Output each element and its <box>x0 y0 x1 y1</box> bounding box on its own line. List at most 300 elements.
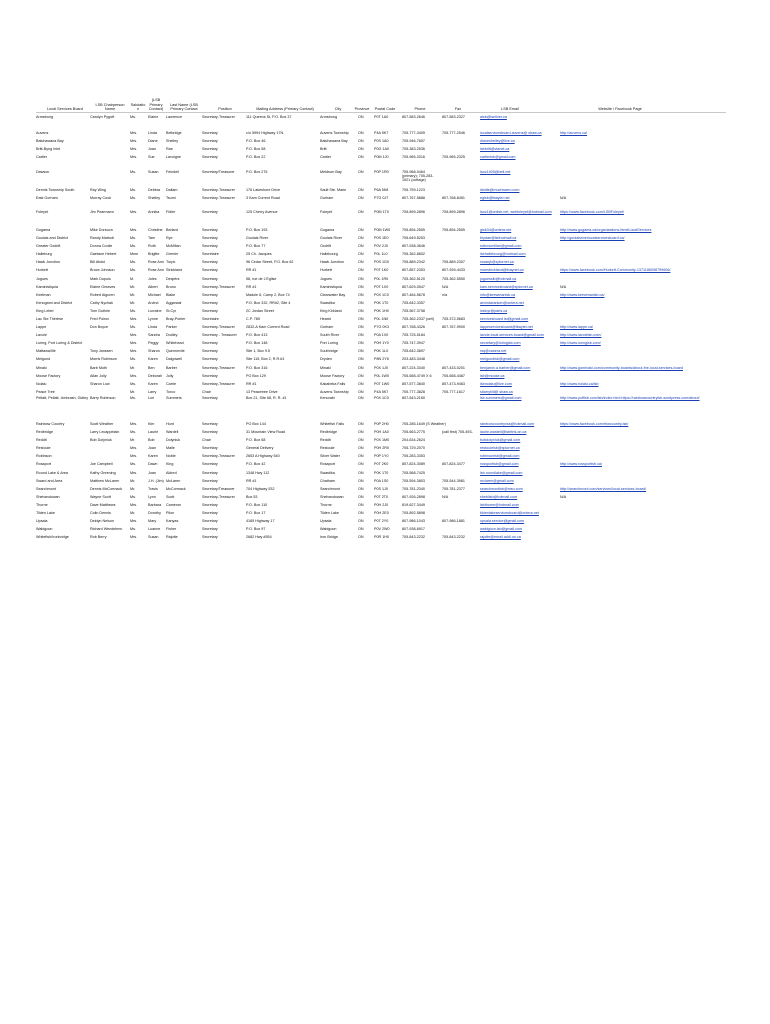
salutation-cell: Ms. <box>130 236 136 241</box>
board-cell: Upsala <box>36 519 48 524</box>
email-cell[interactable]: shebllsb@hotmail.com <box>480 494 518 499</box>
chair-cell: Kathy Greening <box>90 470 116 475</box>
salutation-cell: Mrs. <box>130 446 138 451</box>
city-cell: Goulais River <box>320 236 343 241</box>
firstname-cell: Susan <box>148 169 159 174</box>
province-cell: ON <box>358 284 364 289</box>
board-cell: Lavoie <box>36 333 47 338</box>
city-cell: Gogama <box>320 227 335 232</box>
province-cell: ON <box>358 395 364 400</box>
fax-cell: 705-899-2896 <box>442 209 465 214</box>
fax-cell: (call first) 705-493- <box>442 430 473 435</box>
position-cell: Secretary-Treasurer <box>202 381 235 386</box>
address-cell: General Delivery <box>246 446 274 451</box>
postal-cell: P0A 1S0 <box>374 478 389 483</box>
firstname-cell: Bob <box>148 438 155 443</box>
phone-cell: 705-568-7425 <box>402 470 425 475</box>
postal-cell: P0L 1R0 <box>374 276 389 281</box>
postal-cell: P7G 0K3 <box>374 325 389 330</box>
position-cell: Secretary <box>202 244 218 249</box>
chair-cell: Donna Coulie <box>90 244 113 249</box>
firstname-cell: Sandra <box>148 333 160 338</box>
firstname-cell: Susan <box>148 535 159 540</box>
board-cell: Wabigoon <box>36 527 53 532</box>
table-row <box>36 275 726 283</box>
email-cell[interactable]: info@keewmanlsb.ca <box>480 292 516 297</box>
position-cell: Secretary <box>202 292 218 297</box>
email-cell[interactable]: lavoie.local.services.board@gmail.com <box>480 333 544 338</box>
firstname-cell: Mary <box>148 519 157 524</box>
email-cell[interactable]: lsb@moose.ca <box>480 373 505 378</box>
phone-cell: 705-383-2536 <box>402 147 425 152</box>
position-cell: Chair <box>202 389 211 394</box>
phone-cell: 807-224-3340 <box>402 365 425 370</box>
salutation-cell: Mr. <box>130 300 136 305</box>
website-cell[interactable]: http://www.gogama.ca/organizations.htm#LocalServices <box>560 227 652 232</box>
table-row <box>36 170 726 186</box>
board-cell: Nolalu <box>36 381 47 386</box>
phone-cell: 807-767-5888 <box>402 195 425 200</box>
email-cell[interactable]: rosestrickland@tbaynet.ca <box>480 268 524 273</box>
website-cell[interactable]: http://www.lavoielsb.com/ <box>560 333 602 338</box>
phone-cell: 705-889-2342 <box>402 260 425 265</box>
lastname-cell: Wardell <box>166 430 179 435</box>
chair-cell: Deidyn Nelson <box>90 519 114 524</box>
firstname-cell: Rose Ann <box>148 260 164 265</box>
postal-cell: P0L 1N0 <box>374 316 389 321</box>
lastname-cell: King <box>166 462 174 467</box>
salutation-cell: Mrs. <box>130 502 138 507</box>
salutation-cell: Mrs. <box>130 470 138 475</box>
website-cell[interactable]: http://www.pufflsb.com/lsb/index.html https://rainbowcountrylsb.wordpress.com/about/ <box>560 395 700 400</box>
email-cell[interactable]: tlrydae@lsbhotmail.ca <box>480 236 517 241</box>
salutation-cell: Mrs. <box>130 333 138 338</box>
city-cell: King Kirkland <box>320 308 342 313</box>
website-cell[interactable]: https://www.facebook.com/rbwcountry.lsb/ <box>560 422 629 426</box>
email-cell[interactable]: secretary@loringlsb.com <box>480 341 521 346</box>
email-cell[interactable]: lsbhallebourg@hotmail.com <box>480 252 526 257</box>
city-cell: Sault Ste. Marie <box>320 187 347 192</box>
email-cell[interactable]: alsb@lsellner.ca <box>480 115 507 119</box>
table-row <box>36 396 726 412</box>
email-cell[interactable]: dianeshelley@live.ca <box>480 139 515 144</box>
lastname-cell: Blake <box>166 292 176 297</box>
phone-cell: 705-285-1649 (S Weather) <box>402 422 446 426</box>
postal-cell: P0A 1X0 <box>374 333 389 338</box>
row-spacer <box>36 202 726 210</box>
chair-cell: Barry Robinson <box>90 395 116 400</box>
address-cell: 25 Ch. Jacques <box>246 252 272 257</box>
lastname-cell: Kanyas <box>166 519 179 524</box>
firstname-cell: Ruth <box>148 244 156 249</box>
email-cell[interactable]: lsoc1405@bell.net <box>480 169 511 174</box>
website-cell[interactable]: http://www.nolalu.ca/lsb <box>560 381 599 386</box>
salutation-cell: Mr. <box>130 292 136 297</box>
email-cell[interactable]: kam.servicesboard@xplornet.ca <box>480 284 533 289</box>
position-cell: Secretary-Treasurer <box>202 195 235 200</box>
city-cell: Swastika <box>320 470 335 475</box>
fax-cell: 807-939-4433 <box>442 268 465 273</box>
email-cell[interactable]: lsbbritt@vianet.ca <box>480 147 510 152</box>
table-row <box>36 477 726 485</box>
chair-cell: Carolyn Pygott <box>90 115 115 119</box>
phone-cell: 807-464-5678 <box>402 292 425 297</box>
postal-cell: P0T 1W0 <box>374 381 390 386</box>
lastname-cell: Desjetrs <box>166 276 180 281</box>
email-cell[interactable]: lsb.roundlake@gmail.com <box>480 470 523 475</box>
email-cell[interactable]: ruthmcmillan@gmail.com <box>480 244 522 249</box>
email-cell[interactable]: servicesboard lst@gmail.com <box>480 316 529 321</box>
chair-cell: Sharon Low <box>90 381 110 386</box>
province-cell: ON <box>358 486 364 491</box>
table-row <box>36 258 726 266</box>
province-cell: ON <box>358 519 364 524</box>
email-cell[interactable]: lsb.summers@gmail.com <box>480 395 522 400</box>
postal-cell: P0H 2J0 <box>374 502 389 507</box>
firstname-cell: Joan <box>148 147 156 152</box>
salutation-cell: Ms. <box>130 115 136 119</box>
header-row <box>36 72 726 113</box>
phone-cell: 705-894-2555 <box>402 227 425 232</box>
email-cell[interactable]: lsbdts@muchwarm.com <box>480 187 520 192</box>
address-cell: 3 Kam Current Road <box>246 195 280 200</box>
position-cell: Secretary <box>202 462 218 467</box>
fax-cell: 705-777-2546 <box>442 131 465 136</box>
address-cell: RR #1 <box>246 284 257 289</box>
phone-cell: 807-986-1043 <box>402 519 425 524</box>
salutation-cell: Mr. <box>130 284 136 289</box>
firstname-cell: Laurie <box>148 430 159 435</box>
row-spacer <box>36 412 726 420</box>
table-row <box>36 331 726 339</box>
firstname-cell: Elaine <box>148 115 159 119</box>
phone-cell: 705-658-4749 X 6 <box>402 373 432 378</box>
board-cell: Minaki <box>36 365 47 370</box>
email-cell[interactable]: searchmontlsb@msn.com <box>480 486 523 491</box>
salutation-cell: Mrs. <box>130 373 138 378</box>
table-row <box>36 234 726 242</box>
email-cell[interactable]: robinsonlsb@gmail.com <box>480 454 520 459</box>
province-cell: ON <box>358 502 364 507</box>
city-cell: Shebandowan <box>320 494 344 499</box>
fax-cell: 807-433-0201 <box>442 365 465 370</box>
province-cell: ON <box>358 292 364 297</box>
address-cell: P.O. Box 97 <box>246 527 266 532</box>
email-cell[interactable]: lcstcyr@parls.ca <box>480 308 508 313</box>
website-cell[interactable]: http://www.keewmanlsb.ca/ <box>560 292 605 297</box>
email-cell[interactable]: localservicesboard.auvens@ shaw.ca <box>480 131 542 136</box>
chair-cell: Bill Abdol <box>90 260 106 265</box>
phone-cell: 705-777-3828 <box>402 389 425 394</box>
email-cell[interactable]: joguesslb@hotmail.ca <box>480 276 517 281</box>
phone-cell: 705-781-2340 <box>402 486 425 491</box>
postal-cell: P4A 5K7 <box>374 131 389 136</box>
header-board: Local Services Board <box>47 107 83 112</box>
lastname-cell: Grenier <box>166 252 179 257</box>
email-cell[interactable]: benjamin.a.barber@gmail.com <box>480 365 531 370</box>
table-row <box>36 210 726 226</box>
lastname-cell: Aggarwal <box>166 300 182 305</box>
email-cell[interactable]: lsbthorne@hotmail.com <box>480 502 519 507</box>
province-cell: ON <box>358 527 364 532</box>
table-row <box>36 291 726 299</box>
address-cell: P.O. Box 58 <box>246 147 266 152</box>
postal-cell: P0H 1Y0 <box>374 341 389 346</box>
postal-cell: P0T 2Y0 <box>374 519 389 524</box>
city-cell: Iron Bridge <box>320 535 339 540</box>
email-cell[interactable]: bobdolyniuk@gmail.com <box>480 438 521 443</box>
board-cell: Hurkett <box>36 268 48 273</box>
board-cell: Jogues <box>36 276 48 281</box>
city-cell: Meldrum Bay <box>320 169 342 174</box>
firstname-cell: Tam <box>148 236 155 241</box>
website-cell[interactable]: https://www.facebook.com/Hurkett-Community-1371186098799606/ <box>560 268 671 273</box>
position-cell: Secretary <box>202 147 218 152</box>
table-row <box>36 420 726 428</box>
board-cell: Armstrong <box>36 115 54 119</box>
email-cell[interactable]: melgundlsb@gmail.com <box>480 357 520 362</box>
position-cell: Secretary <box>202 300 218 305</box>
email-cell[interactable]: arvindaranken@ontera.net <box>480 300 524 305</box>
address-cell: P.O. Box 68 <box>246 438 266 443</box>
board-cell: Mattawa/Ille <box>36 349 56 354</box>
phone-cell: 705-892-5898 <box>402 511 425 516</box>
table-row <box>36 525 726 533</box>
province-cell: ON <box>358 454 364 459</box>
address-cell: Box 53 <box>246 494 258 499</box>
postal-cell: P0T 1A0 <box>374 115 389 119</box>
salutation-cell: Ms. <box>130 381 136 386</box>
header-province: Province <box>354 107 370 112</box>
lastname-cell: Pilon <box>166 511 175 516</box>
province-cell: ON <box>358 535 364 540</box>
table-row <box>36 323 726 331</box>
website-cell[interactable]: http://www.lappe.ca/ <box>560 325 593 330</box>
position-cell: Secretary <box>202 131 218 136</box>
province-cell: ON <box>358 478 364 483</box>
phone-cell: 807-583-2646 <box>402 115 425 119</box>
salutation-cell: Mrs. <box>130 227 138 232</box>
website-cell: N/A <box>560 195 567 200</box>
address-cell: C.P. 785 <box>246 316 260 321</box>
email-cell[interactable]: rsq@vanera.net <box>480 349 507 354</box>
firstname-cell: Larry <box>148 389 157 394</box>
address-cell: 58, rue de L'Eglise <box>246 276 277 281</box>
city-cell: Rosaport <box>320 462 335 467</box>
city-cell: Britt <box>320 147 327 152</box>
table-row <box>36 493 726 501</box>
phone-cell: 807-938-6917 <box>402 527 425 532</box>
chair-cell: Allan Jolly <box>90 373 107 378</box>
postal-cell: P0T 2T0 <box>374 494 389 499</box>
postal-cell: P0P 1Y0 <box>374 454 389 459</box>
firstname-cell: Michael <box>148 292 161 297</box>
lastname-cell: Strickland <box>166 268 183 273</box>
website-cell[interactable]: http://www.rossportlsb.ca/ <box>560 462 603 467</box>
table-row <box>36 364 726 372</box>
website-cell[interactable]: http://goulaisriverlocalservicesboard.ca/ <box>560 236 625 241</box>
phone-cell: 807-629-0547 <box>402 284 425 289</box>
firstname-cell: J.H. (Jim) <box>148 478 164 483</box>
province-cell: ON <box>358 115 364 119</box>
website-cell[interactable]: https://www.facebook.com/LSBFoleyet/ <box>560 209 624 214</box>
email-cell[interactable]: lsbnolalu@live.com <box>480 381 512 386</box>
fax-cell: 807-583-2327 <box>442 115 465 119</box>
header-phone: Phone <box>414 107 426 112</box>
lastname-cell: Belbridge <box>166 131 182 136</box>
board-cell: Redbridge <box>36 430 54 435</box>
salutation-cell: Ms. <box>130 494 136 499</box>
phone-cell: 705-777-3409 <box>402 131 425 136</box>
firstname-cell: Albert <box>148 284 158 289</box>
salutation-cell: Mr. <box>130 511 136 516</box>
board-cell: Dawson <box>36 169 50 174</box>
address-cell: RR #1 <box>246 381 257 386</box>
fax-cell: N/A <box>442 494 449 499</box>
email-cell[interactable]: laurie.wardell@lsbrtrls.on.ca <box>480 430 527 435</box>
salutation-cell: Ms. <box>130 195 136 200</box>
board-cell: Rosaport <box>36 462 51 467</box>
address-cell: 13 Peacetree Drive <box>246 389 278 394</box>
header-fax: Fax <box>454 107 462 112</box>
province-cell: ON <box>358 511 364 516</box>
table-row <box>36 380 726 388</box>
position-cell: Secretary-Treasurer <box>202 454 235 459</box>
province-cell: ON <box>358 187 364 192</box>
website-cell[interactable]: http://www.loringlsb.com/ <box>560 341 601 346</box>
fax-cell: 705-889-2307 <box>442 260 465 265</box>
city-cell: Port Loring <box>320 341 339 346</box>
header-chair: LSB Chairperson Name <box>95 102 125 112</box>
lastname-cell: Noble <box>166 454 176 459</box>
phone-cell: 705-946-7657 <box>402 139 425 144</box>
lastname-cell: Rye <box>166 236 173 241</box>
address-cell: 2C Jordan Street <box>246 308 274 313</box>
table-row <box>36 186 726 194</box>
chair-cell: Randy Martodi <box>90 236 114 241</box>
salutation-cell: Mrs. <box>130 349 138 354</box>
firstname-cell: Ben <box>148 365 155 370</box>
board-cell: Tilden Lake <box>36 511 55 516</box>
address-cell: c/o 5994 Highway 17N. <box>246 131 285 136</box>
lastname-cell: McLaren <box>166 478 181 483</box>
email-cell[interactable]: rosanjk@xplornet.ca <box>480 260 514 265</box>
table-row <box>36 226 726 234</box>
position-cell: Secretary <box>202 430 218 435</box>
board-cell: Sward and Area <box>36 478 63 483</box>
city-cell: Kenorabi <box>320 395 335 400</box>
firstname-cell: Karen <box>148 454 158 459</box>
chair-cell: Richard Wendelenn <box>90 527 123 532</box>
email-cell[interactable]: glsb34@ontera.net <box>480 227 512 232</box>
address-cell: P.O. Box 413 <box>246 333 268 338</box>
firstname-cell: Peggy <box>148 341 159 346</box>
email-cell[interactable]: upsala.service@gmail.com <box>480 519 525 524</box>
phone-cell: 819-627-3449 <box>402 502 425 507</box>
email-cell[interactable]: lsoc1@ontlsb.net, webfoleyet@hotmail.com <box>480 209 552 214</box>
header-website: Website / Facebook Page <box>598 107 642 112</box>
email-cell[interactable]: eglsb@tbaytel.net <box>480 195 510 200</box>
email-cell[interactable]: tildenlakeservicesboard@ontera.net <box>480 511 539 516</box>
city-cell: Restoule <box>320 446 335 451</box>
city-cell: Moose Factory <box>320 373 345 378</box>
fax-cell: 705-781-2377 <box>442 486 465 491</box>
position-cell: Secretary <box>202 527 218 532</box>
salutation-cell: Mr. <box>130 478 136 483</box>
position-cell: Secretary <box>202 308 218 313</box>
email-cell[interactable]: wabigoon.lsb@gmail.com <box>480 527 523 532</box>
phone-cell: 705-759-1223 <box>402 187 425 192</box>
email-cell[interactable]: restoulelsb@xplornet.ca <box>480 446 520 451</box>
website-cell[interactable]: http://www.gominaki.com/community-boards/about-the-local-services-board <box>560 365 683 370</box>
table-row <box>36 428 726 436</box>
chair-cell: Mike Dorsoon <box>90 227 113 232</box>
email-cell[interactable]: cartierlsb@gmail.com <box>480 155 516 160</box>
email-cell[interactable]: rainbowcountryvss@hotmail.com <box>480 422 535 426</box>
salutation-cell: Ms. <box>130 462 136 467</box>
table-row <box>36 533 726 541</box>
address-cell: P.O. Box 42 <box>246 462 266 467</box>
table-row <box>36 299 726 307</box>
postal-cell: P0K 1T0 <box>374 470 389 475</box>
firstname-cell: Lori <box>148 395 155 400</box>
phone-cell: 705-594-3803 <box>402 478 425 483</box>
phone-cell: 807-768-4326 <box>402 325 425 330</box>
province-cell: ON <box>358 169 364 174</box>
email-cell[interactable]: stlarryhill@ shaw.ca <box>480 389 513 394</box>
email-cell[interactable]: lappeservicesboard@tbaytel.net <box>480 325 533 330</box>
fax-cell: 705-843-2232 <box>442 535 465 540</box>
postal-cell: P0X 1M0 <box>374 438 390 443</box>
email-cell[interactable]: mclaren@gmail.com <box>480 478 514 483</box>
position-cell: Secretary <box>202 341 218 346</box>
email-cell[interactable]: rajotte@email.addi.on.ca <box>480 535 521 540</box>
table-row <box>36 194 726 202</box>
firstname-cell: Dorothy <box>148 511 161 516</box>
postal-cell: P0H 2E0 <box>374 511 389 516</box>
email-cell[interactable]: rossportlsb@gmail.com <box>480 462 519 467</box>
chair-cell: Jim Pearmann <box>90 209 114 214</box>
chair-cell: Elaine Greaves <box>90 284 116 289</box>
position-cell: Secretary <box>202 139 218 144</box>
lastname-cell: Cameron <box>166 502 182 507</box>
address-cell: Site 1, Box 9.5 <box>246 349 270 354</box>
firstname-cell: Shelley <box>148 195 161 200</box>
position-cell: Secretaire <box>202 316 219 321</box>
position-cell: Secretary <box>202 446 218 451</box>
phone-cell: 807-543-2160 <box>402 395 425 400</box>
website-cell[interactable]: http://searchmont.com/services/local-services-board/ <box>560 486 647 491</box>
city-cell: Minaki <box>320 365 331 370</box>
salutation-cell: Mr. <box>130 389 136 394</box>
chair-cell: Dennis McCormack <box>90 486 123 491</box>
postal-cell: P0T 1K0 <box>374 268 389 273</box>
chair-cell: Morris Robinson <box>90 357 117 362</box>
postal-cell: P0X 1C0 <box>374 292 389 297</box>
table-row <box>36 485 726 493</box>
header-salutation: Salutatio n <box>130 102 146 112</box>
firstname-cell: Karen <box>148 357 158 362</box>
position-cell: Secretary <box>202 422 218 426</box>
city-cell: Silver Water <box>320 454 340 459</box>
website-cell[interactable]: http://auvens.ca/ <box>560 131 588 136</box>
board-cell: Searchmont <box>36 486 56 491</box>
chair-cell: Scott Weather <box>90 422 114 426</box>
lastname-cell: Turco <box>166 389 176 394</box>
fax-cell: 807-824-3477 <box>442 462 465 467</box>
position-cell: Secretary-Treasurer <box>202 187 235 192</box>
lastname-cell: Quennevile <box>166 349 185 354</box>
